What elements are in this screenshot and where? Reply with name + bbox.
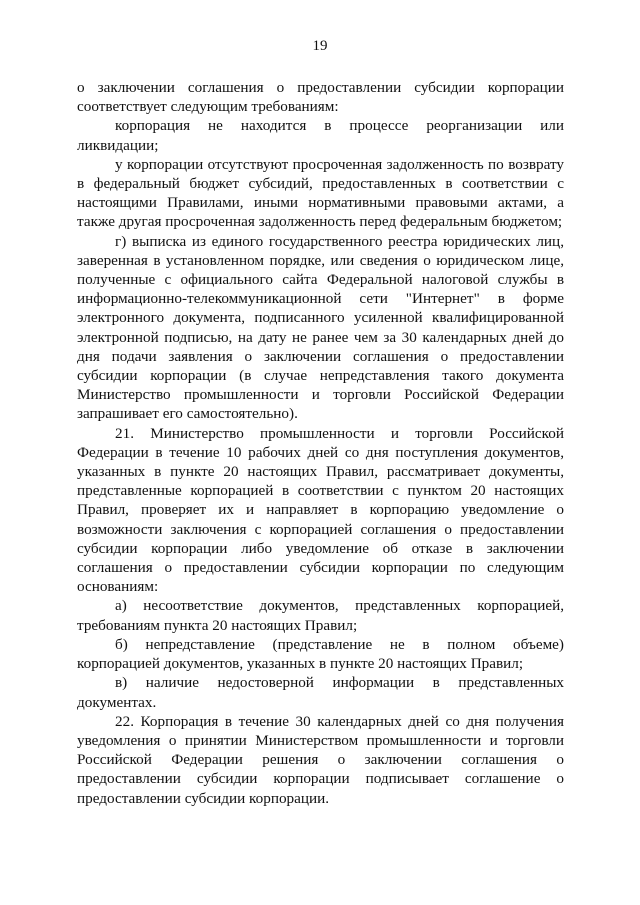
paragraph: 21. Министерство промышленности и торговли Российской Федерации в течение 10 рабочих дней со дня поступления документов, указанных в пункте 20 настоящих Правил, рассматривает документы, представленные корпорацией в соответствии с пунктом 20 настоящих Правил, проверяет их и направляет в корпорацию уведомление о возможности заключения с корпорацией соглашения о предоставлении субсидии корпорации либо уведомление об отказе в заключении соглашения о предоставлении субсидии корпорации по следующим основаниям: <box>77 424 564 596</box>
paragraph: о заключении соглашения о предоставлении субсидии корпорации соответствует следующим требованиям: <box>77 79 564 116</box>
paragraph: г) выписка из единого государственного реестра юридических лиц, заверенная в установленном порядке, или сведения о юридическом лице, полученные с официального сайта Федеральной налоговой службы в информационно-телекоммуникационной сети "Интернет" в форме электронного документа, подписанного усиленной квалифицированной электронной подписью, на дату не ранее чем за 30 календарных дней до дня подачи заявления о заключении соглашения о предоставлении субсидии корпорации (в случае непредставления такого документа Министерство промышленности и торговли Российской Федерации запрашивает его самостоятельно). <box>77 232 564 423</box>
page-number: 19 <box>312 38 328 54</box>
document-body <box>77 78 564 808</box>
paragraph: у корпорации отсутствуют просроченная задолженность по возврату в федеральный бюджет субсидий, предоставленных в соответствии с настоящими Правилами, иными нормативными правовыми актами, а также другая просроченная задолженность перед федеральным бюджетом; <box>77 155 564 231</box>
paragraph: корпорация не находится в процессе реорганизации или ликвидации; <box>77 117 564 154</box>
paragraph: б) непредставление (представление не в полном объеме) корпорацией документов, указанных в пункте 20 настоящих Правил; <box>77 635 564 673</box>
paragraph: в) наличие недостоверной информации в представленных документах. <box>77 674 564 711</box>
paragraph: 22. Корпорация в течение 30 календарных дней со дня получения уведомления о принятии Министерством промышленности и торговли Российской Федерации решения о заключении соглашения о предоставлении субсидии корпорации подписывает соглашение о предоставлении субсидии корпорации. <box>77 712 564 807</box>
paragraph: а) несоответствие документов, представленных корпорацией, требованиям пункта 20 настоящих Правил; <box>77 597 564 634</box>
